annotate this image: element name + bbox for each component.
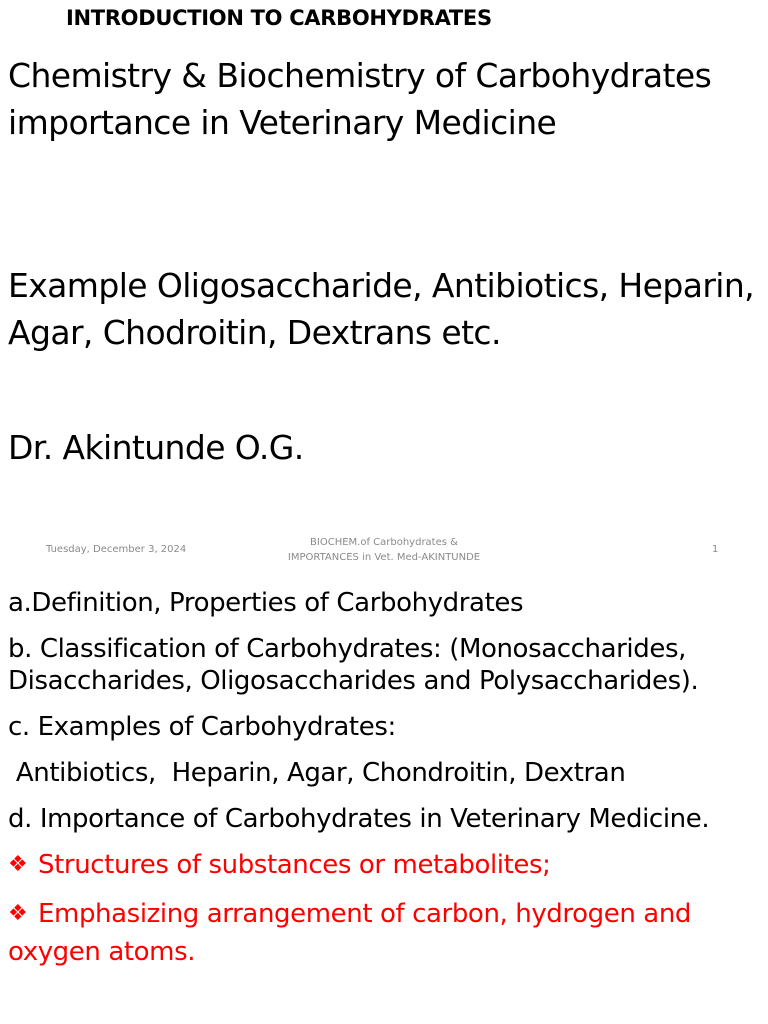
outline-item-d: d. Importance of Carbohydrates in Veterinary Medicine.	[8, 804, 710, 834]
footer-date: Tuesday, December 3, 2024	[46, 544, 187, 555]
outline-bullet-2	[8, 895, 766, 971]
outline-bullet-1-text: Structures of substances or metabolites;	[38, 850, 551, 880]
slide-examples: Example Oligosaccharide, Antibiotics, Heparin, Agar, Chodroitin, Dextrans etc.	[8, 266, 755, 352]
footer-page-number: 1	[712, 544, 719, 555]
slide-heading: INTRODUCTION TO CARBOHYDRATES	[66, 6, 492, 30]
outline-item-c-examples: Antibiotics, Heparin, Agar, Chondroitin, Dextran	[8, 758, 626, 788]
outline-item-a: a.Definition, Properties of Carbohydrates	[8, 588, 524, 618]
slide-title: Chemistry & Biochemistry of Carbohydrates importance in Veterinary Medicine	[8, 56, 712, 142]
outline-item-b: b. Classification of Carbohydrates: (Monosaccharides, Disaccharides, Oligosaccharides and Polysaccharides).	[8, 634, 699, 696]
outline-bullet-1	[8, 846, 766, 884]
outline-item-c: c. Examples of Carbohydrates:	[8, 712, 396, 742]
outline	[8, 584, 766, 982]
footer-title-line-2: IMPORTANCES in Vet. Med-AKINTUNDE	[287, 552, 481, 563]
slide-author: Dr. Akintunde O.G.	[8, 428, 304, 467]
footer-title	[270, 535, 498, 565]
diamond-bullet-icon: ❖	[8, 852, 28, 877]
slide-footer	[0, 534, 768, 568]
outline-bullet-2-text: Emphasizing arrangement of carbon, hydrogen and oxygen atoms.	[8, 899, 691, 967]
diamond-bullet-icon: ❖	[8, 901, 28, 926]
footer-title-line-1: BIOCHEM.of Carbohydrates &	[310, 537, 458, 548]
